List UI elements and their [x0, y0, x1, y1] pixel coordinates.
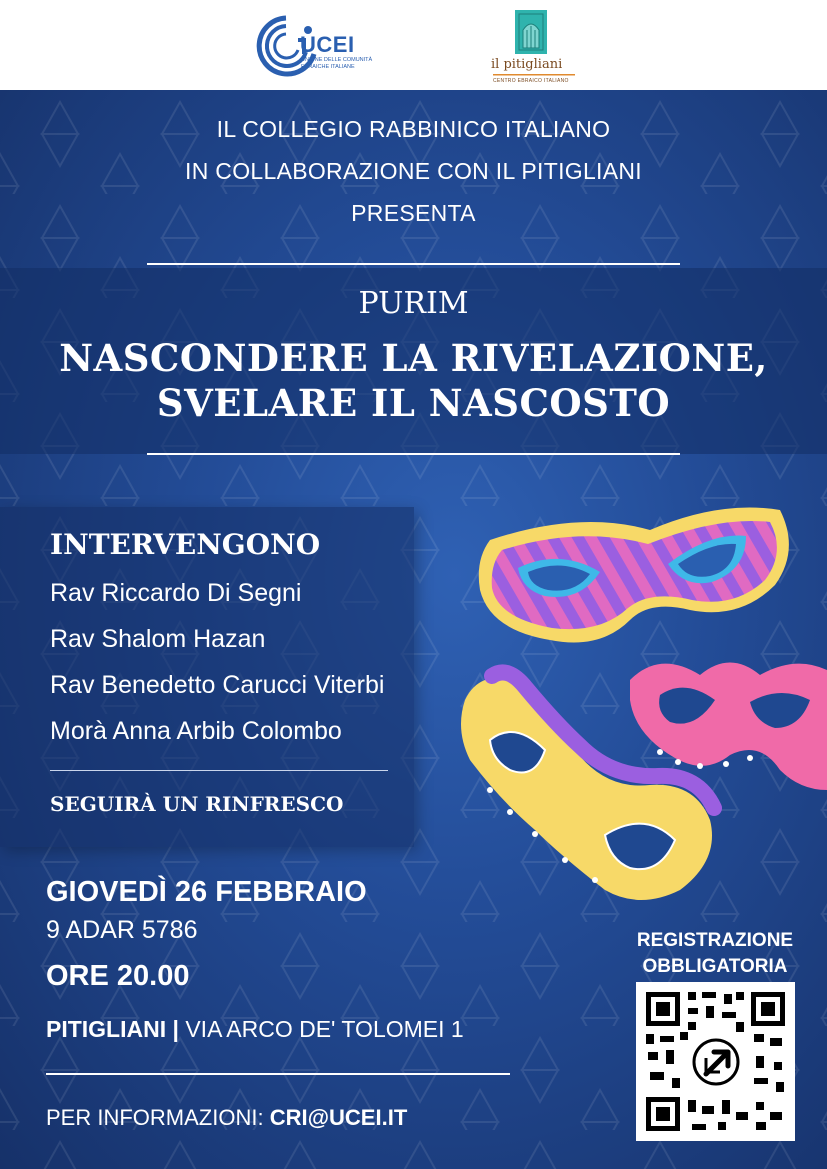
- external-link-icon: [694, 1040, 738, 1084]
- registration-label: [620, 928, 810, 980]
- title-divider-bottom: [147, 453, 680, 455]
- venue-name: PITIGLIANI: [46, 1016, 167, 1042]
- venue-separator: |: [166, 1016, 186, 1042]
- hebrew-date: 9 ADAR 5786: [46, 916, 198, 944]
- title-divider-top: [147, 263, 680, 265]
- info-line: [46, 1105, 407, 1131]
- pitigliani-logo-icon: [490, 8, 580, 88]
- speakers-divider: [50, 770, 388, 771]
- refreshment-note: SEGUIRÀ UN RINFRESCO: [50, 792, 344, 816]
- carnival-masks-illustration: [430, 490, 827, 910]
- event-title-line-1: NASCONDERE LA RIVELAZIONE,: [59, 336, 768, 380]
- header-bar: [0, 0, 827, 90]
- ucei-subtitle: UNIONE DELLE COMUNITÀ EBRAICHE ITALIANE: [301, 57, 373, 70]
- pitigliani-subtitle: CENTRO EBRAICO ITALIANO: [493, 78, 569, 84]
- bottom-divider: [46, 1073, 510, 1075]
- pitigliani-name: il pitigliani: [491, 57, 563, 72]
- event-title-line-2: SVELARE IL NASCOSTO: [156, 381, 671, 425]
- ucei-name: UCEI: [300, 32, 355, 57]
- info-label: PER INFORMAZIONI:: [46, 1105, 270, 1130]
- intro-line-1: IL COLLEGIO RABBINICO ITALIANO: [216, 116, 611, 142]
- speaker-4: Morà Anna Arbib Colombo: [50, 717, 342, 745]
- registration-line-1: REGISTRAZIONE: [636, 930, 794, 951]
- venue: [46, 1016, 464, 1043]
- info-email[interactable]: CRI@UCEI.IT: [269, 1105, 408, 1130]
- registration-line-2: OBBLIGATORIA: [642, 956, 788, 977]
- qr-code-icon[interactable]: [636, 982, 795, 1141]
- event-kicker: PURIM: [358, 286, 469, 321]
- intro-line-3: PRESENTA: [351, 200, 476, 226]
- speaker-1: Rav Riccardo Di Segni: [50, 579, 302, 607]
- speaker-3: Rav Benedetto Carucci Viterbi: [50, 671, 385, 699]
- intro-line-2: IN COLLABORAZIONE CON IL PITIGLIANI: [185, 158, 642, 184]
- qr-code-graphic: [636, 982, 795, 1141]
- speakers-heading: INTERVENGONO: [50, 528, 321, 561]
- event-time: ORE 20.00: [46, 960, 190, 992]
- speaker-2: Rav Shalom Hazan: [50, 625, 266, 653]
- venue-address: VIA ARCO DE' TOLOMEI 1: [185, 1016, 464, 1042]
- event-date: GIOVEDÌ 26 FEBBRAIO: [46, 876, 367, 908]
